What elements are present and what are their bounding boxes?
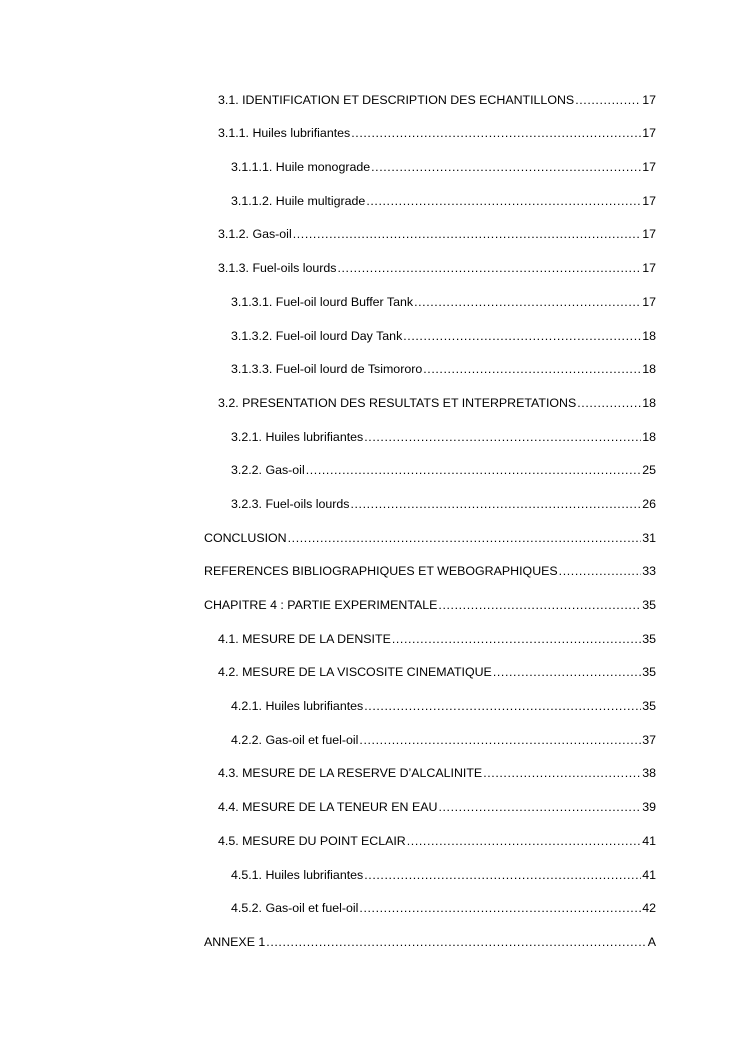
toc-dot-leader: [414, 292, 641, 313]
toc-dot-leader: [423, 359, 641, 380]
toc-entry-title: 3.1.1. Huiles lubrifiantes: [218, 126, 351, 141]
toc-entry-title: 4.3. MESURE DE LA RESERVE D’ALCALINITE: [218, 766, 483, 781]
toc-entry-page: 31: [642, 530, 656, 545]
toc-dot-leader: [371, 157, 641, 178]
toc-entry-title: 4.2. MESURE DE LA VISCOSITE CINEMATIQUE: [218, 665, 492, 680]
toc-dot-leader: [577, 393, 641, 414]
toc-entry-page: 18: [642, 328, 656, 343]
toc-entry-page: 18: [642, 429, 656, 444]
toc-dot-leader: [293, 224, 642, 245]
toc-entry-title: 4.5.1. Huiles lubrifiantes: [231, 867, 364, 882]
toc-entry-title: 4.1. MESURE DE LA DENSITE: [218, 631, 391, 646]
toc-entry-title: 3.2. PRESENTATION DES RESULTATS ET INTERPRETATIONS: [218, 395, 577, 410]
toc-entry[interactable]: [204, 313, 656, 347]
toc-entry-page: 35: [642, 665, 656, 680]
toc-entry-page: A: [647, 934, 656, 949]
toc-entry-title: 3.2.3. Fuel-oils lourds: [231, 496, 350, 511]
toc-entry-page: 35: [642, 598, 656, 612]
toc-entry-title: CHAPITRE 4 : PARTIE EXPERIMENTALE: [204, 598, 438, 612]
toc-entry[interactable]: [204, 245, 656, 279]
toc-entry[interactable]: [204, 751, 656, 785]
toc-entry-title: 3.1.3.2. Fuel-oil lourd Day Tank: [231, 328, 403, 343]
toc-dot-leader: [483, 763, 641, 784]
toc-entry[interactable]: [204, 886, 656, 920]
toc-entry[interactable]: [204, 212, 656, 246]
toc-entry[interactable]: [204, 111, 656, 145]
toc-entry-page: 41: [642, 867, 656, 882]
toc-entry[interactable]: [204, 380, 656, 414]
toc-entry-page: 18: [642, 395, 656, 410]
toc-entry[interactable]: [204, 616, 656, 650]
toc-entry[interactable]: [204, 347, 656, 381]
toc-entry-title: 4.5. MESURE DU POINT ECLAIR: [218, 833, 406, 848]
toc-entry[interactable]: [204, 515, 656, 549]
toc-entry-page: 18: [642, 362, 656, 377]
toc-dot-leader: [359, 898, 641, 919]
toc-dot-leader: [366, 191, 641, 212]
toc-entry-page: 17: [642, 160, 656, 175]
toc-entry-page: 41: [642, 833, 656, 848]
toc-entry-page: 33: [642, 564, 656, 579]
toc-entry[interactable]: [204, 481, 656, 515]
toc-entry-page: 35: [642, 631, 656, 646]
toc-entry-title: 4.2.2. Gas-oil et fuel-oil: [231, 732, 359, 747]
toc-entry[interactable]: [204, 549, 656, 583]
toc-entry-page: 38: [642, 766, 656, 781]
toc-entry-title: 3.1.3. Fuel-oils lourds: [218, 261, 337, 276]
toc-entry-title: 3.2.2. Gas-oil: [231, 463, 305, 478]
toc-dot-leader: [266, 932, 646, 953]
toc-dot-leader: [337, 258, 641, 279]
toc-dot-leader: [306, 460, 642, 481]
table-of-contents: [204, 77, 656, 953]
toc-entry-page: 17: [642, 126, 656, 141]
toc-entry-page: 25: [642, 463, 656, 478]
toc-entry-page: 17: [642, 227, 656, 242]
toc-entry-page: 17: [642, 261, 656, 276]
toc-entry[interactable]: [204, 77, 656, 111]
toc-dot-leader: [359, 730, 641, 751]
toc-entry-page: 39: [642, 800, 656, 815]
toc-dot-leader: [407, 831, 641, 852]
toc-dot-leader: [350, 494, 641, 515]
toc-entry-page: 35: [642, 699, 656, 714]
toc-entry-page: 26: [642, 496, 656, 511]
toc-entry-title: ANNEXE 1: [204, 934, 266, 949]
toc-entry[interactable]: [204, 279, 656, 313]
toc-entry-page: 37: [642, 732, 656, 747]
toc-dot-leader: [364, 696, 641, 717]
toc-entry[interactable]: [204, 717, 656, 751]
toc-dot-leader: [493, 662, 641, 683]
toc-entry[interactable]: [204, 582, 656, 616]
toc-dot-leader: [403, 326, 641, 347]
toc-entry[interactable]: [204, 683, 656, 717]
toc-dot-leader: [438, 595, 641, 616]
toc-entry-title: REFERENCES BIBLIOGRAPHIQUES ET WEBOGRAPHIQUES: [204, 564, 558, 579]
toc-dot-leader: [438, 797, 641, 818]
toc-entry-title: 3.2.1. Huiles lubrifiantes: [231, 429, 364, 444]
toc-dot-leader: [351, 123, 641, 144]
toc-entry-title: 3.1.2. Gas-oil: [218, 227, 292, 242]
toc-entry[interactable]: [204, 448, 656, 482]
toc-entry-title: 3.1.3.3. Fuel-oil lourd de Tsimororo: [231, 362, 423, 377]
toc-dot-leader: [575, 90, 641, 111]
toc-entry[interactable]: [204, 144, 656, 178]
toc-entry[interactable]: [204, 852, 656, 886]
toc-entry[interactable]: [204, 919, 656, 953]
toc-entry-title: 3.1.1.1. Huile monograde: [231, 160, 371, 175]
toc-entry-title: 3.1. IDENTIFICATION ET DESCRIPTION DES ECHANTILLONS: [218, 92, 575, 107]
toc-entry[interactable]: [204, 414, 656, 448]
toc-entry-page: 17: [642, 294, 656, 309]
toc-entry-page: 17: [642, 193, 656, 208]
toc-entry-title: 4.5.2. Gas-oil et fuel-oil: [231, 901, 359, 916]
toc-dot-leader: [288, 528, 642, 549]
toc-entry-title: 3.1.3.1. Fuel-oil lourd Buffer Tank: [231, 294, 414, 309]
toc-entry[interactable]: [204, 650, 656, 684]
toc-entry-title: 3.1.1.2. Huile multigrade: [231, 193, 366, 208]
toc-dot-leader: [392, 629, 641, 650]
toc-entry[interactable]: [204, 784, 656, 818]
toc-entry-page: 17: [642, 92, 656, 107]
toc-dot-leader: [364, 865, 641, 886]
toc-entry-title: 4.4. MESURE DE LA TENEUR EN EAU: [218, 800, 438, 815]
toc-entry[interactable]: [204, 818, 656, 852]
toc-entry[interactable]: [204, 178, 656, 212]
toc-entry-title: CONCLUSION: [204, 530, 287, 545]
toc-entry-page: 42: [642, 901, 656, 916]
toc-dot-leader: [559, 561, 642, 582]
toc-dot-leader: [364, 427, 641, 448]
toc-entry-title: 4.2.1. Huiles lubrifiantes: [231, 699, 364, 714]
